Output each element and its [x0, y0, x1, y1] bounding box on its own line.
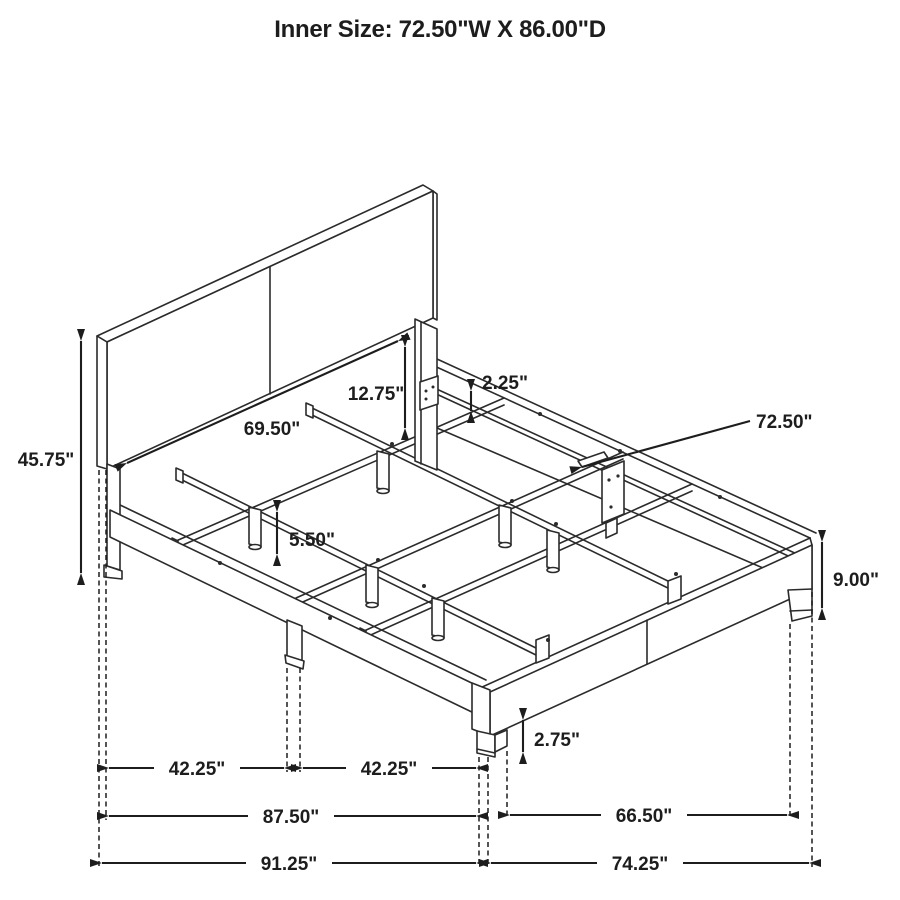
dim-label-headboard-width: 69.50": [243, 419, 301, 440]
headboard: [97, 185, 438, 579]
footboard-corner-block: [472, 683, 490, 736]
extension-lines: [99, 470, 812, 867]
right-corner-foot: [788, 589, 812, 621]
dim-label-corner-to-foot: 66.50": [615, 806, 673, 827]
support-leg: [249, 507, 261, 550]
dim-label-support-leg-height: 5.50": [289, 530, 335, 551]
dim-label-overall-width: 91.25": [260, 854, 318, 875]
headboard-left-edge: [97, 336, 107, 469]
support-leg: [547, 530, 559, 573]
rail-bracket: [420, 376, 438, 410]
dim-label-post-to-center: 42.25": [168, 759, 226, 780]
support-leg: [499, 505, 511, 548]
rail-tab-2: [668, 576, 681, 604]
support-leg: [366, 565, 378, 608]
cross-slat-3: [360, 484, 692, 641]
page-title: Inner Size: 72.50"W X 86.00"D: [274, 16, 606, 43]
dim-label-side-rail-height: 9.00": [833, 570, 879, 591]
dim-label-inner-width: 72.50": [756, 412, 813, 433]
dim-label-overall-depth: 74.25": [611, 854, 669, 875]
dim-label-foot-glide-height: 2.75": [534, 730, 580, 751]
dim-label-center-to-corner: 42.25": [360, 759, 418, 780]
dim-label-headboard-height: 45.75": [17, 450, 75, 471]
dim-label-panel-to-rail: 12.75": [347, 384, 405, 405]
dim-label-slat-rail-thickness: 2.25": [482, 373, 528, 394]
support-leg: [432, 598, 444, 641]
leader-line-inner-width: [582, 421, 750, 467]
support-leg: [377, 451, 389, 494]
dim-label-post-to-corner: 87.50": [262, 807, 320, 828]
